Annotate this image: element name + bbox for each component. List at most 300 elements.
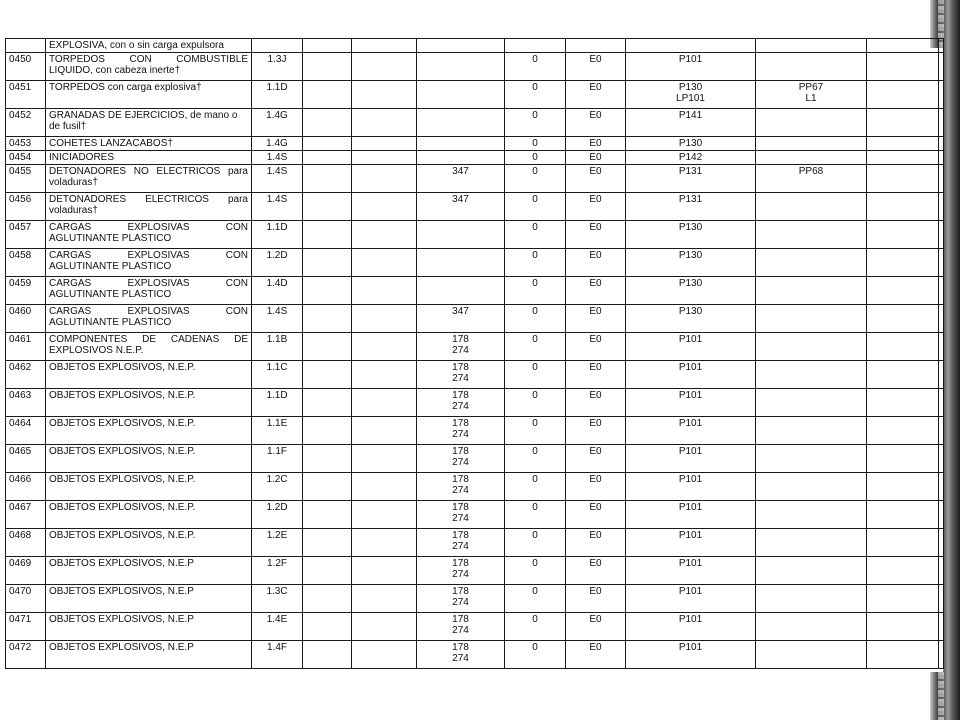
table-row <box>6 109 944 137</box>
cell-special-provisions: 178 274 <box>417 529 505 557</box>
cell-class-code: 1.4G <box>252 137 303 151</box>
cell-limited-quantity: 0 <box>505 333 566 361</box>
cell-empty <box>867 529 939 557</box>
cell-packing-provision <box>756 39 867 53</box>
cell-excepted-quantity: E0 <box>566 81 626 109</box>
cell-excepted-quantity: E0 <box>566 53 626 81</box>
table-row <box>6 389 944 417</box>
cell-packing-instruction: P101 <box>626 529 756 557</box>
cell-class-code: 1.2F <box>252 557 303 585</box>
cell-empty <box>867 109 939 137</box>
cell-empty <box>303 193 352 221</box>
cell-class-code: 1.4E <box>252 613 303 641</box>
cell-name: CARGAS EXPLOSIVAS CON AGLUTINANTE PLASTICO <box>46 305 252 333</box>
cell-class-code: 1.1D <box>252 221 303 249</box>
cell-name: TORPEDOS CON COMBUSTIBLE LIQUIDO, con cabeza inerte† <box>46 53 252 81</box>
cell-class-code: 1.4S <box>252 165 303 193</box>
cell-limited-quantity: 0 <box>505 473 566 501</box>
cell-packing-provision <box>756 389 867 417</box>
cell-packing-instruction: P101 <box>626 389 756 417</box>
table-row <box>6 277 944 305</box>
cell-empty <box>352 53 417 81</box>
cell-special-provisions <box>417 81 505 109</box>
cell-packing-instruction: P101 <box>626 501 756 529</box>
cell-empty <box>939 333 944 361</box>
cell-empty <box>303 151 352 165</box>
cell-packing-provision <box>756 109 867 137</box>
table-row <box>6 53 944 81</box>
cell-name: OBJETOS EXPLOSIVOS, N.E.P. <box>46 417 252 445</box>
cell-special-provisions: 178 274 <box>417 501 505 529</box>
cell-packing-instruction: P101 <box>626 585 756 613</box>
cell-packing-instruction: P101 <box>626 473 756 501</box>
cell-class-code: 1.4S <box>252 193 303 221</box>
cell-limited-quantity: 0 <box>505 613 566 641</box>
cell-empty <box>867 501 939 529</box>
cell-special-provisions: 178 274 <box>417 333 505 361</box>
cell-empty <box>939 39 944 53</box>
cell-empty <box>303 361 352 389</box>
cell-un-number: 0455 <box>6 165 46 193</box>
cell-class-code <box>252 39 303 53</box>
cell-un-number: 0454 <box>6 151 46 165</box>
cell-class-code: 1.1D <box>252 81 303 109</box>
cell-empty <box>303 165 352 193</box>
cell-un-number: 0471 <box>6 613 46 641</box>
cell-empty <box>352 221 417 249</box>
cell-class-code: 1.1C <box>252 361 303 389</box>
table-row <box>6 249 944 277</box>
cell-un-number: 0460 <box>6 305 46 333</box>
cell-packing-instruction: P131 <box>626 193 756 221</box>
cell-un-number: 0450 <box>6 53 46 81</box>
cell-empty <box>352 333 417 361</box>
cell-packing-instruction: P142 <box>626 151 756 165</box>
cell-empty <box>352 417 417 445</box>
cell-excepted-quantity: E0 <box>566 389 626 417</box>
cell-empty <box>352 501 417 529</box>
cell-empty <box>352 641 417 669</box>
cell-special-provisions: 178 274 <box>417 641 505 669</box>
cell-empty <box>352 39 417 53</box>
cell-empty <box>352 151 417 165</box>
cell-limited-quantity: 0 <box>505 249 566 277</box>
cell-empty <box>352 81 417 109</box>
cell-empty <box>303 445 352 473</box>
cell-empty <box>939 585 944 613</box>
cell-packing-provision <box>756 333 867 361</box>
cell-empty <box>939 557 944 585</box>
cell-empty <box>867 221 939 249</box>
cell-packing-instruction: P130 <box>626 305 756 333</box>
cell-empty <box>939 151 944 165</box>
cell-empty <box>303 389 352 417</box>
cell-class-code: 1.1D <box>252 389 303 417</box>
cell-empty <box>303 529 352 557</box>
table-row <box>6 501 944 529</box>
cell-un-number: 0464 <box>6 417 46 445</box>
cell-un-number: 0466 <box>6 473 46 501</box>
cell-packing-instruction: P101 <box>626 613 756 641</box>
cell-empty <box>867 165 939 193</box>
cell-empty <box>303 585 352 613</box>
cell-special-provisions: 178 274 <box>417 389 505 417</box>
cell-empty <box>867 641 939 669</box>
cell-empty <box>352 305 417 333</box>
cell-empty <box>867 81 939 109</box>
cell-empty <box>303 641 352 669</box>
cell-special-provisions: 178 274 <box>417 585 505 613</box>
table-row <box>6 473 944 501</box>
cell-name: TORPEDOS con carga explosiva† <box>46 81 252 109</box>
cell-packing-instruction: P130 LP101 <box>626 81 756 109</box>
cell-empty <box>867 249 939 277</box>
cell-special-provisions: 347 <box>417 165 505 193</box>
cell-un-number: 0469 <box>6 557 46 585</box>
cell-name: OBJETOS EXPLOSIVOS, N.E.P <box>46 613 252 641</box>
cell-un-number: 0470 <box>6 585 46 613</box>
cell-empty <box>303 39 352 53</box>
cell-empty <box>867 361 939 389</box>
cell-un-number: 0461 <box>6 333 46 361</box>
cell-empty <box>352 277 417 305</box>
cell-packing-provision: PP68 <box>756 165 867 193</box>
cell-excepted-quantity: E0 <box>566 277 626 305</box>
cell-excepted-quantity: E0 <box>566 151 626 165</box>
cell-class-code: 1.2D <box>252 501 303 529</box>
cell-empty <box>303 501 352 529</box>
cell-un-number: 0458 <box>6 249 46 277</box>
table-row <box>6 529 944 557</box>
cell-class-code: 1.2D <box>252 249 303 277</box>
cell-limited-quantity: 0 <box>505 445 566 473</box>
cell-limited-quantity: 0 <box>505 585 566 613</box>
cell-limited-quantity: 0 <box>505 529 566 557</box>
cell-name: COMPONENTES DE CADENAS DE EXPLOSIVOS N.E.P. <box>46 333 252 361</box>
cell-un-number: 0457 <box>6 221 46 249</box>
cell-empty <box>867 417 939 445</box>
cell-name: INICIADORES <box>46 151 252 165</box>
cell-name: CARGAS EXPLOSIVAS CON AGLUTINANTE PLASTICO <box>46 249 252 277</box>
cell-empty <box>867 473 939 501</box>
cell-packing-instruction <box>626 39 756 53</box>
cell-un-number: 0452 <box>6 109 46 137</box>
cell-empty <box>939 417 944 445</box>
cell-special-provisions: 178 274 <box>417 417 505 445</box>
table-row <box>6 137 944 151</box>
cell-packing-provision <box>756 221 867 249</box>
cell-name: CARGAS EXPLOSIVAS CON AGLUTINANTE PLASTICO <box>46 277 252 305</box>
cell-empty <box>303 305 352 333</box>
cell-un-number: 0462 <box>6 361 46 389</box>
cell-empty <box>352 193 417 221</box>
cell-packing-instruction: P101 <box>626 557 756 585</box>
cell-empty <box>939 389 944 417</box>
cell-empty <box>352 529 417 557</box>
cell-name: COHETES LANZACABOS† <box>46 137 252 151</box>
cell-packing-instruction: P101 <box>626 641 756 669</box>
cell-limited-quantity: 0 <box>505 165 566 193</box>
cell-empty <box>352 585 417 613</box>
table-body <box>6 39 944 669</box>
cell-packing-provision <box>756 137 867 151</box>
cell-special-provisions <box>417 137 505 151</box>
table-row <box>6 151 944 165</box>
cell-excepted-quantity: E0 <box>566 613 626 641</box>
cell-un-number: 0451 <box>6 81 46 109</box>
table-row <box>6 613 944 641</box>
table-row <box>6 305 944 333</box>
cell-packing-provision <box>756 417 867 445</box>
cell-empty <box>867 277 939 305</box>
table-row <box>6 557 944 585</box>
cell-limited-quantity: 0 <box>505 361 566 389</box>
cell-empty <box>867 585 939 613</box>
cell-class-code: 1.2C <box>252 473 303 501</box>
cell-excepted-quantity: E0 <box>566 361 626 389</box>
cell-limited-quantity: 0 <box>505 277 566 305</box>
cell-name: OBJETOS EXPLOSIVOS, N.E.P. <box>46 445 252 473</box>
cell-empty <box>303 277 352 305</box>
cell-name: OBJETOS EXPLOSIVOS, N.E.P. <box>46 501 252 529</box>
cell-class-code: 1.4F <box>252 641 303 669</box>
cell-special-provisions: 178 274 <box>417 473 505 501</box>
cell-packing-provision <box>756 557 867 585</box>
cell-packing-instruction: P130 <box>626 137 756 151</box>
cell-name: OBJETOS EXPLOSIVOS, N.E.P. <box>46 361 252 389</box>
cell-un-number: 0467 <box>6 501 46 529</box>
cell-special-provisions: 178 274 <box>417 445 505 473</box>
cell-special-provisions: 178 274 <box>417 557 505 585</box>
cell-name: GRANADAS DE EJERCICIOS, de mano o de fusil† <box>46 109 252 137</box>
cell-name: EXPLOSIVA, con o sin carga expulsora <box>46 39 252 53</box>
cell-empty <box>939 277 944 305</box>
cell-packing-instruction: P101 <box>626 417 756 445</box>
cell-limited-quantity: 0 <box>505 221 566 249</box>
cell-packing-provision <box>756 53 867 81</box>
cell-packing-instruction: P130 <box>626 277 756 305</box>
cell-packing-provision <box>756 305 867 333</box>
cell-empty <box>867 445 939 473</box>
cell-special-provisions <box>417 53 505 81</box>
cell-packing-provision: PP67 L1 <box>756 81 867 109</box>
cell-empty <box>867 39 939 53</box>
cell-empty <box>303 333 352 361</box>
table-row <box>6 81 944 109</box>
cell-limited-quantity: 0 <box>505 389 566 417</box>
cell-empty <box>303 473 352 501</box>
cell-excepted-quantity: E0 <box>566 333 626 361</box>
cell-excepted-quantity: E0 <box>566 165 626 193</box>
cell-empty <box>303 221 352 249</box>
table-row <box>6 333 944 361</box>
cell-empty <box>303 557 352 585</box>
cell-packing-instruction: P101 <box>626 53 756 81</box>
cell-packing-instruction: P101 <box>626 361 756 389</box>
document-page <box>5 40 943 672</box>
cell-empty <box>303 417 352 445</box>
cell-excepted-quantity: E0 <box>566 557 626 585</box>
table-row <box>6 445 944 473</box>
cell-excepted-quantity: E0 <box>566 473 626 501</box>
cell-empty <box>867 305 939 333</box>
cell-excepted-quantity: E0 <box>566 501 626 529</box>
cell-limited-quantity: 0 <box>505 193 566 221</box>
cell-un-number: 0472 <box>6 641 46 669</box>
cell-packing-provision <box>756 501 867 529</box>
cell-empty <box>939 221 944 249</box>
cell-limited-quantity: 0 <box>505 137 566 151</box>
cell-name: OBJETOS EXPLOSIVOS, N.E.P <box>46 557 252 585</box>
cell-packing-provision <box>756 277 867 305</box>
cell-packing-provision <box>756 249 867 277</box>
cell-empty <box>939 501 944 529</box>
cell-empty <box>303 53 352 81</box>
table-row <box>6 417 944 445</box>
table-row <box>6 165 944 193</box>
cell-packing-provision <box>756 445 867 473</box>
cell-limited-quantity: 0 <box>505 305 566 333</box>
cell-un-number: 0459 <box>6 277 46 305</box>
cell-packing-provision <box>756 151 867 165</box>
cell-empty <box>939 53 944 81</box>
cell-packing-instruction: P130 <box>626 249 756 277</box>
cell-packing-instruction: P141 <box>626 109 756 137</box>
cell-empty <box>352 445 417 473</box>
cell-un-number: 0463 <box>6 389 46 417</box>
cell-un-number: 0453 <box>6 137 46 151</box>
cell-excepted-quantity: E0 <box>566 445 626 473</box>
cell-excepted-quantity <box>566 39 626 53</box>
cell-packing-provision <box>756 529 867 557</box>
cell-empty <box>352 165 417 193</box>
cell-empty <box>352 361 417 389</box>
cell-name: OBJETOS EXPLOSIVOS, N.E.P <box>46 585 252 613</box>
cell-excepted-quantity: E0 <box>566 249 626 277</box>
cell-empty <box>939 249 944 277</box>
cell-un-number: 0465 <box>6 445 46 473</box>
table-row <box>6 585 944 613</box>
cell-class-code: 1.1B <box>252 333 303 361</box>
cell-special-provisions <box>417 221 505 249</box>
cell-packing-provision <box>756 193 867 221</box>
cell-un-number: 0456 <box>6 193 46 221</box>
table-row <box>6 221 944 249</box>
cell-excepted-quantity: E0 <box>566 305 626 333</box>
table-row <box>6 641 944 669</box>
table-row-clipped <box>6 39 944 53</box>
cell-empty <box>939 529 944 557</box>
cell-limited-quantity: 0 <box>505 641 566 669</box>
cell-special-provisions: 347 <box>417 305 505 333</box>
cell-empty <box>867 613 939 641</box>
cell-empty <box>352 473 417 501</box>
cell-limited-quantity: 0 <box>505 81 566 109</box>
cell-excepted-quantity: E0 <box>566 529 626 557</box>
cell-packing-instruction: P101 <box>626 445 756 473</box>
dangerous-goods-table <box>5 38 944 669</box>
cell-special-provisions <box>417 249 505 277</box>
cell-special-provisions: 178 274 <box>417 361 505 389</box>
cell-name: OBJETOS EXPLOSIVOS, N.E.P. <box>46 529 252 557</box>
cell-empty <box>939 641 944 669</box>
cell-class-code: 1.4D <box>252 277 303 305</box>
cell-un-number: 0468 <box>6 529 46 557</box>
cell-packing-provision <box>756 361 867 389</box>
cell-excepted-quantity: E0 <box>566 109 626 137</box>
cell-limited-quantity: 0 <box>505 417 566 445</box>
cell-empty <box>867 389 939 417</box>
cell-empty <box>939 109 944 137</box>
cell-limited-quantity: 0 <box>505 109 566 137</box>
cell-class-code: 1.1F <box>252 445 303 473</box>
cell-empty <box>352 109 417 137</box>
cell-limited-quantity: 0 <box>505 53 566 81</box>
cell-empty <box>352 137 417 151</box>
cell-empty <box>867 193 939 221</box>
cell-class-code: 1.4S <box>252 305 303 333</box>
cell-packing-instruction: P101 <box>626 333 756 361</box>
cell-empty <box>352 249 417 277</box>
cell-class-code: 1.3J <box>252 53 303 81</box>
cell-packing-provision <box>756 613 867 641</box>
cell-empty <box>867 137 939 151</box>
cell-empty <box>303 81 352 109</box>
cell-class-code: 1.2E <box>252 529 303 557</box>
cell-empty <box>867 151 939 165</box>
cell-empty <box>867 53 939 81</box>
cell-empty <box>939 305 944 333</box>
cell-packing-provision <box>756 641 867 669</box>
cell-limited-quantity: 0 <box>505 151 566 165</box>
cell-special-provisions <box>417 39 505 53</box>
cell-packing-instruction: P131 <box>626 165 756 193</box>
cell-special-provisions: 347 <box>417 193 505 221</box>
cell-excepted-quantity: E0 <box>566 137 626 151</box>
cell-empty <box>939 445 944 473</box>
cell-name: CARGAS EXPLOSIVAS CON AGLUTINANTE PLASTICO <box>46 221 252 249</box>
cell-class-code: 1.4S <box>252 151 303 165</box>
cell-empty <box>867 557 939 585</box>
cell-empty <box>303 613 352 641</box>
cell-empty <box>939 165 944 193</box>
cell-excepted-quantity: E0 <box>566 585 626 613</box>
cell-special-provisions <box>417 109 505 137</box>
cell-class-code: 1.4G <box>252 109 303 137</box>
cell-empty <box>867 333 939 361</box>
cell-excepted-quantity: E0 <box>566 221 626 249</box>
cell-limited-quantity: 0 <box>505 557 566 585</box>
cell-empty <box>939 613 944 641</box>
cell-empty <box>303 109 352 137</box>
cell-empty <box>352 557 417 585</box>
cell-packing-provision <box>756 585 867 613</box>
cell-excepted-quantity: E0 <box>566 641 626 669</box>
cell-name: DETONADORES ELECTRICOS para voladuras† <box>46 193 252 221</box>
table-row <box>6 361 944 389</box>
cell-empty <box>939 361 944 389</box>
cell-special-provisions <box>417 151 505 165</box>
cell-empty <box>939 193 944 221</box>
cell-empty <box>352 613 417 641</box>
cell-special-provisions: 178 274 <box>417 613 505 641</box>
cell-excepted-quantity: E0 <box>566 193 626 221</box>
cell-empty <box>939 473 944 501</box>
table-row <box>6 193 944 221</box>
cell-name: OBJETOS EXPLOSIVOS, N.E.P <box>46 641 252 669</box>
cell-packing-instruction: P130 <box>626 221 756 249</box>
cell-special-provisions <box>417 277 505 305</box>
